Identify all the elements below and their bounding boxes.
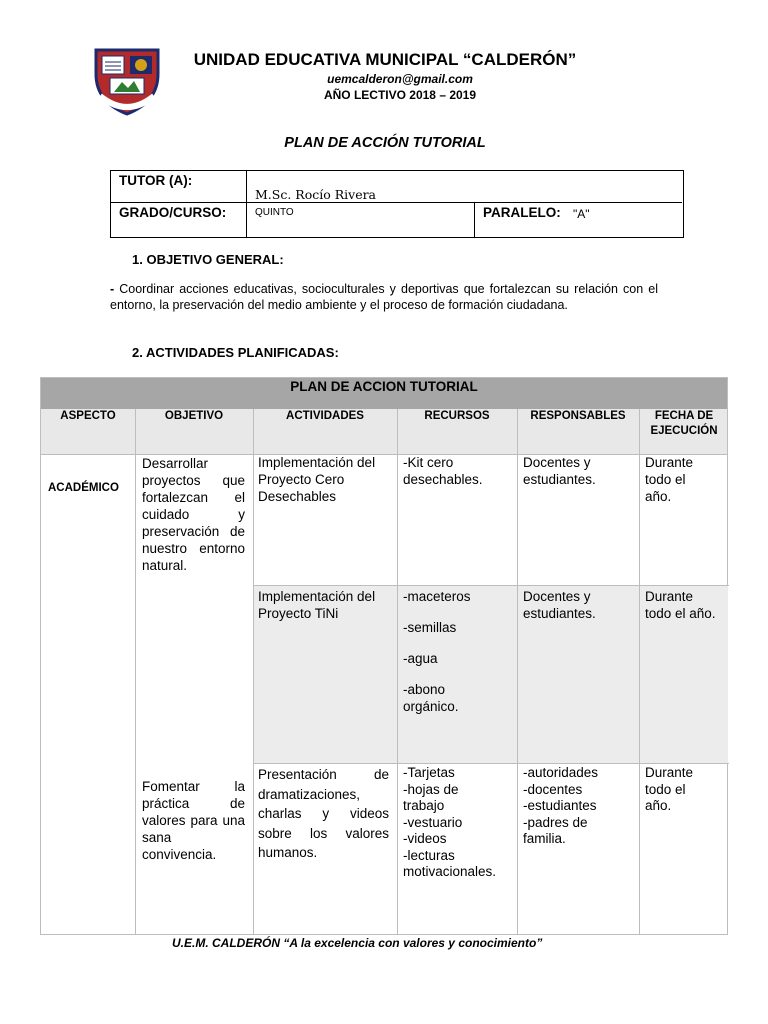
objective-text: Coordinar acciones educativas, socioculturales y deportivas que fortalezcan su relación con el entorno, la preservación del medio ambiente y el proceso de formación ciudadana. — [110, 282, 658, 312]
objective-dash: - — [110, 282, 115, 296]
aspect-academico: ACADÉMICO — [48, 482, 119, 494]
resource-item: -semillas — [403, 620, 457, 635]
grado-label: GRADO/CURSO: — [119, 205, 227, 220]
activity-row-3: Presentación de dramatizaciones, charlas y videos sobre los valores humanos. — [258, 767, 389, 860]
col-header-objetivo: OBJETIVO — [164, 410, 224, 422]
col-header-actividades: ACTIVIDADES — [286, 410, 364, 422]
paralelo-cell — [475, 203, 682, 237]
resource-item: -maceteros — [403, 589, 471, 604]
resources-row-2 — [403, 588, 511, 715]
fecha-row-2: Durante todo el año. — [645, 589, 716, 621]
row-divider-2 — [253, 763, 729, 764]
school-email: uemcalderon@gmail.com — [327, 72, 473, 86]
grado-value-cell — [247, 203, 475, 237]
grado-value: QUINTO — [255, 207, 294, 218]
tutor-value-cell — [247, 171, 682, 203]
school-crest-logo — [92, 44, 162, 116]
col-header-responsables: RESPONSABLES — [530, 410, 626, 422]
paralelo-value: "A" — [573, 207, 590, 221]
col-line-4 — [517, 409, 518, 934]
fecha-row-1: Durante todo el año. — [645, 455, 694, 504]
resources-row-1 — [403, 454, 511, 488]
responsables-row-2: Docentes y estudiantes. — [523, 589, 596, 621]
school-year: AÑO LECTIVO 2018 – 2019 — [323, 88, 477, 102]
resource-item: -agua — [403, 651, 438, 666]
col-line-5 — [639, 409, 640, 934]
school-name: UNIDAD EDUCATIVA MUNICIPAL “CALDERÓN” — [193, 50, 577, 69]
objective-paragraph — [110, 282, 658, 313]
table-title: PLAN DE ACCION TUTORIAL — [290, 379, 478, 394]
responsables-row-3 — [523, 765, 633, 848]
row-divider-1 — [253, 585, 729, 586]
activity-row-1: Implementación del Proyecto Cero Desechables — [258, 455, 376, 504]
col-header-aspecto: ASPECTO — [60, 410, 116, 422]
resource-item: -abono orgánico. — [403, 682, 459, 714]
responsable-item: -padres de familia. — [523, 814, 588, 846]
fecha-row-3: Durante todo el año. — [645, 765, 694, 813]
responsable-item: -estudiantes — [523, 798, 597, 813]
tutor-value: M.Sc. Rocío Rivera — [255, 187, 377, 202]
activities-heading: 2. ACTIVIDADES PLANIFICADAS: — [132, 345, 339, 360]
col-line-3 — [397, 409, 398, 934]
tutor-label-cell — [111, 171, 247, 203]
resource-item: -Kit cero desechables. — [403, 455, 483, 487]
col-header-fecha: FECHA DE EJECUCIÓN — [650, 410, 718, 437]
col-line-2 — [253, 409, 254, 934]
tutor-info-table — [110, 170, 684, 238]
resource-item: -vestuario — [403, 814, 463, 830]
resources-row-3 — [403, 765, 515, 881]
paralelo-label: PARALELO: — [483, 205, 561, 220]
tutor-label: TUTOR (A): — [119, 173, 193, 188]
responsables-row-1: Docentes y estudiantes. — [523, 455, 596, 487]
objective-heading: 1. OBJETIVO GENERAL: — [132, 252, 284, 267]
objective-1: Desarrollar proyectos que fortalezcan el cuidado y preservación de nuestro entorno natural. — [142, 456, 245, 573]
document-title: PLAN DE ACCIÓN TUTORIAL — [284, 135, 486, 151]
resource-item: -videos — [403, 831, 447, 846]
resource-item: -lecturas motivacionales. — [403, 847, 497, 879]
objective-2: Fomentar la práctica de valores para una sana convivencia. — [142, 779, 245, 862]
responsable-item: -autoridades — [523, 765, 599, 780]
resource-item: -Tarjetas — [403, 765, 455, 780]
activity-row-2: Implementación del Proyecto TiNi — [258, 589, 376, 621]
footer-motto: U.E.M. CALDERÓN “A la excelencia con valores y conocimiento” — [172, 936, 543, 950]
plan-table — [40, 377, 728, 935]
col-header-recursos: RECURSOS — [424, 410, 490, 422]
col-line-1 — [135, 409, 136, 934]
responsable-item: -docentes — [523, 781, 583, 797]
resource-item: -hojas de trabajo — [403, 781, 459, 813]
grado-label-cell — [111, 203, 247, 237]
